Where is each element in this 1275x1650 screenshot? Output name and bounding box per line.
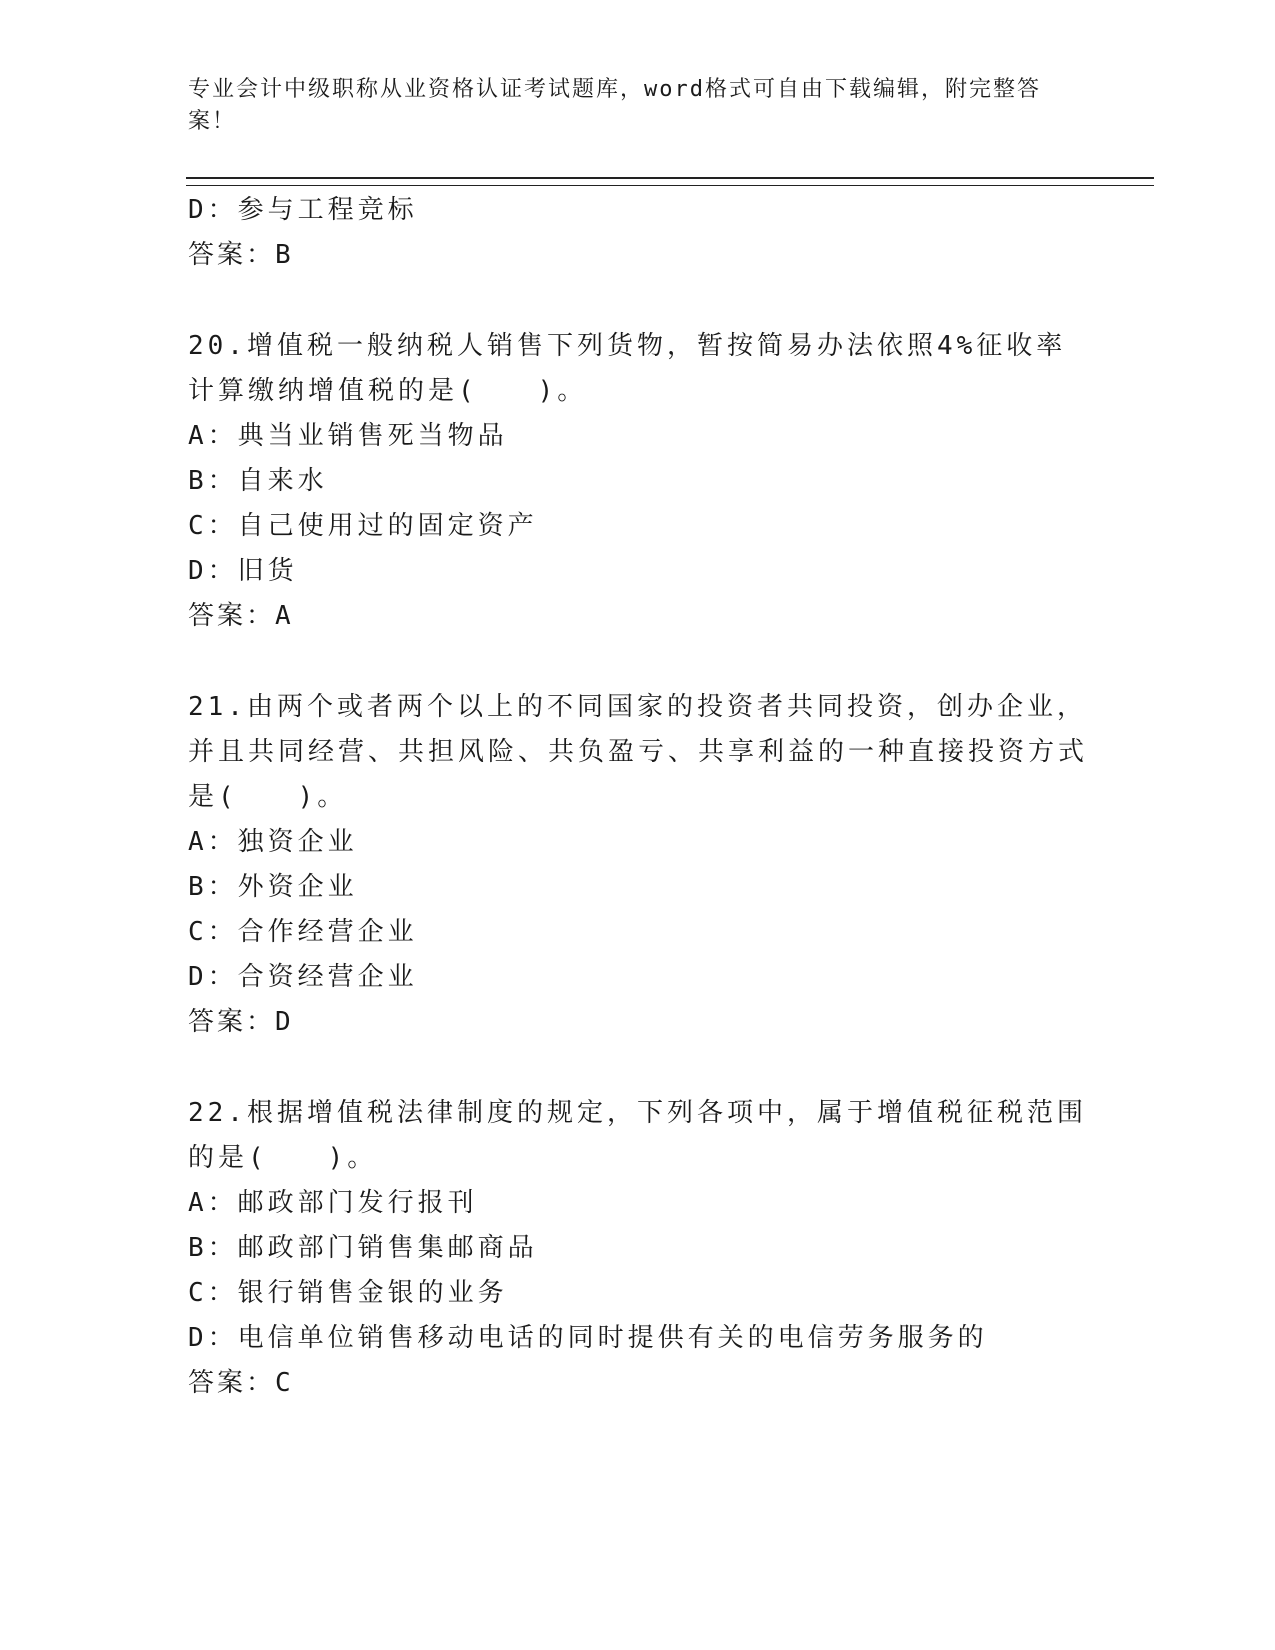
spacer (188, 278, 1088, 324)
option-d: D：旧货 (188, 556, 298, 586)
document-body (188, 188, 1088, 1406)
answer: 答案：C (188, 1368, 294, 1398)
option-a: A：典当业销售死当物品 (188, 421, 508, 451)
spacer (188, 639, 1088, 685)
option-b: B：自来水 (188, 466, 328, 496)
option-c: C：银行销售金银的业务 (188, 1278, 508, 1308)
option-d: D：电信单位销售移动电话的同时提供有关的电信劳务服务的 (188, 1323, 988, 1353)
header-divider (186, 177, 1154, 186)
option-d: D：参与工程竞标 (188, 195, 418, 225)
option-b: B：外资企业 (188, 872, 358, 902)
question-stem: 21.由两个或者两个以上的不同国家的投资者共同投资，创办企业，并且共同经营、共担风险、共负盈亏、共享利益的一种直接投资方式是( )。 (188, 692, 1089, 812)
option-a: A：邮政部门发行报刊 (188, 1188, 478, 1218)
question-stem: 20.增值税一般纳税人销售下列货物，暂按简易办法依照4%征收率计算缴纳增值税的是( )。 (188, 331, 1067, 406)
option-a: A：独资企业 (188, 827, 358, 857)
page-header: 专业会计中级职称从业资格认证考试题库，word格式可自由下载编辑，附完整答案！ (188, 77, 1041, 134)
spacer (188, 1045, 1088, 1091)
answer: 答案：A (188, 601, 294, 631)
question-22 (188, 1091, 1088, 1406)
question-stem: 22.根据增值税法律制度的规定，下列各项中，属于增值税征税范围的是( )。 (188, 1098, 1087, 1173)
option-d: D：合资经营企业 (188, 962, 418, 992)
question-21 (188, 685, 1088, 1045)
option-c: C：合作经营企业 (188, 917, 418, 947)
option-c: C：自己使用过的固定资产 (188, 511, 538, 541)
answer: 答案：D (188, 1007, 294, 1037)
question-20 (188, 324, 1088, 639)
answer: 答案：B (188, 240, 294, 270)
option-b: B：邮政部门销售集邮商品 (188, 1233, 538, 1263)
